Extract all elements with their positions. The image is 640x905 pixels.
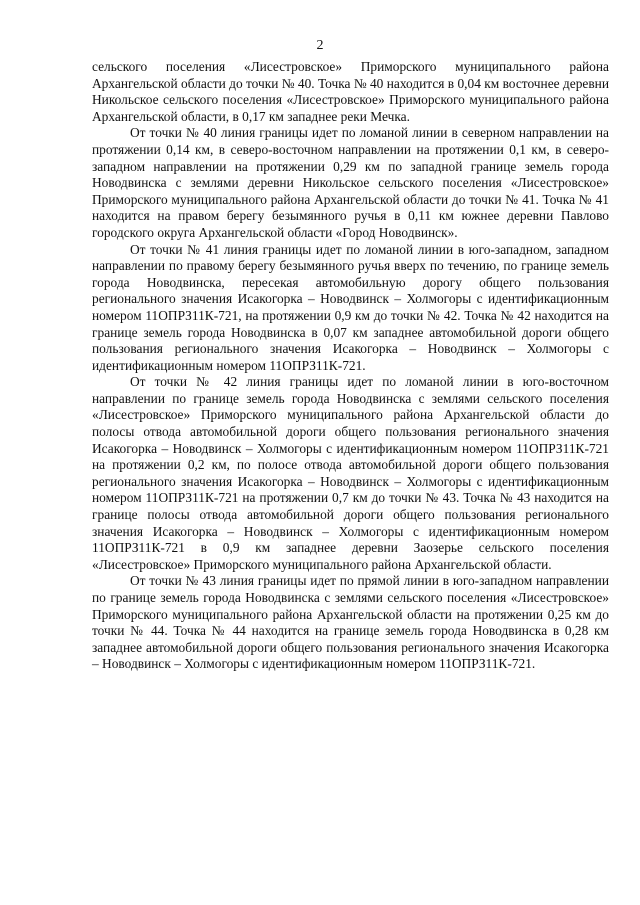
paragraph-point-43: От точки № 43 линия границы идет по прямой линии в юго-западном направлении по границе земель города Новодвинска с землями сельского поселения «Лисестровское» Приморского муниципального района Архангельской области на протяжении 0,25 км до точки № 44. Точка № 44 находится на границе земель города Новодвинска в 0,28 км западнее автомобильной дороги общего пользования регионального значения Исакогорка – Новодвинск – Холмогоры с идентификационным номером 11ОПРЗ11К-721. [92, 573, 609, 672]
paragraph-point-41: От точки № 41 линия границы идет по ломаной линии в юго-западном, западном направлении по правому берегу безымянного ручья вверх по течению, по границе земель города Новодвинска, пересекая автомобильную дорогу общего пользования регионального значения Исакогорка – Новодвинск – Холмогоры с идентификационным номером 11ОПРЗ11К-721, на протяжении 0,9 км до точки № 42. Точка № 42 находится на границе земель города Новодвинска в 0,07 км западнее автомобильной дороги общего пользования регионального значения Исакогорка – Новодвинск – Холмогоры с идентификационным номером 11ОПРЗ11К-721. [92, 241, 609, 373]
page-number: 2 [316, 38, 324, 53]
document-body [92, 59, 609, 673]
paragraph-continuation: сельского поселения «Лисестровское» Приморского муниципального района Архангельской области до точки № 40. Точка № 40 находится в 0,04 км восточнее деревни Никольское сельского поселения «Лисестровское» Приморского муниципального района Архангельской области, в 0,17 км западнее реки Мечка. [92, 59, 609, 124]
paragraph-point-40: От точки № 40 линия границы идет по ломаной линии в северном направлении на протяжении 0,14 км, в северо-восточном направлении на протяжении 0,1 км, в северо-западном направлении на протяжении 0,29 км по западной границе земель города Новодвинска с землями деревни Никольское сельского поселения «Лисестровское» Приморского муниципального района Архангельской области до точки № 41. Точка № 41 находится на правом берегу безымянного ручья в 0,11 км южнее деревни Павлово городского округа Архангельской области «Город Новодвинск». [92, 125, 609, 240]
paragraph-point-42: От точки № 42 линия границы идет по ломаной линии в юго-восточном направлении по границе земель города Новодвинска с землями сельского поселения «Лисестровское» Приморского муниципального района Архангельской области до полосы отвода автомобильной дороги общего пользования регионального значения Исакогорка – Новодвинск – Холмогоры с идентификационным номером 11ОПРЗ11К-721 на протяжении 0,2 км, по полосе отвода автомобильной дороги общего пользования регионального значения Исакогорка – Новодвинск – Холмогоры с идентификационным номером 11ОПРЗ11К-721 на протяжении 0,7 км до точки № 43. Точка № 43 находится на границе полосы отвода автомобильной дороги общего пользования регионального значения Исакогорка – Новодвинск – Холмогоры с идентификационным номером 11ОПРЗ11К-721 в 0,9 км западнее деревни Заозерье сельского поселения «Лисестровское» Приморского муниципального района Архангельской области. [92, 374, 609, 572]
